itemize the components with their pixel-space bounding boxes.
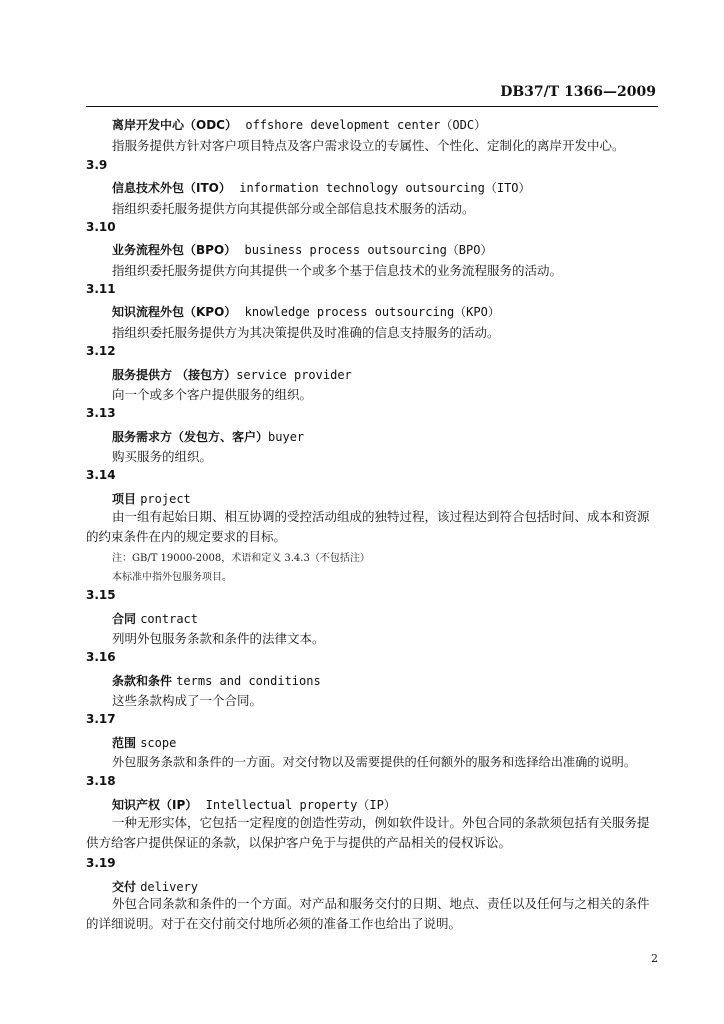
term-definition: 列明外包服务条款和条件的法律文本。 [112,631,325,646]
page-number: 2 [651,952,658,965]
term-definition: 购买服务的组织。 [112,449,213,464]
term-en: Intellectual property（IP） [205,798,396,812]
term-definition: 指组织委托服务提供方为其决策提供及时准确的信息支持服务的活动。 [112,325,500,340]
term-heading [112,241,492,258]
term-cn: 业务流程外包（BPO） [112,243,237,257]
term-heading [112,303,500,320]
entry-number: 3.19 [86,856,116,870]
term-heading [112,796,396,813]
term-cn: 合同 [112,612,137,626]
term-cn: 交付 [112,880,137,894]
term-heading [112,672,321,689]
entry-number: 3.12 [86,344,116,358]
term-en: business process outsourcing（BPO） [244,243,493,257]
entry-number: 3.17 [86,712,116,726]
term-heading [112,428,304,445]
term-en: project [140,492,191,506]
term-definition: 指服务提供方针对客户项目特点及客户需求设立的专属性、个性化、定制化的离岸开发中心。 [112,138,625,153]
term-definition: 指组织委托服务提供方向其提供一个或多个基于信息技术的业务流程服务的活动。 [112,263,563,278]
entry-number: 3.16 [86,650,116,664]
term-heading [112,366,352,383]
entry-number: 3.11 [86,282,116,296]
term-en: offshore development center（ODC） [245,118,487,132]
term-cn: 知识流程外包（KPO） [112,305,237,319]
term-cn: 服务需求方（发包方、客户） [112,430,269,444]
term-heading [112,116,486,133]
standard-code: DB37/T 1366—2009 [500,84,656,100]
term-definition: 这些条款构成了一个合同。 [112,693,263,708]
entry-number: 3.13 [86,406,116,420]
term-cn: 范围 [112,736,137,750]
term-cn: 知识产权（IP） [112,798,198,812]
term-heading [112,734,176,751]
entry-number: 3.15 [86,588,116,602]
entry-number: 3.18 [86,774,116,788]
entry-number: 3.9 [86,158,108,172]
term-definition: 由一组有起始日期、相互协调的受控活动组成的独特过程，该过程达到符合包括时间、成本和资源的约束条件在内的规定要求的目标。 [86,509,650,544]
term-definition: 外包合同条款和条件的一个方面。对产品和服务交付的日期、地点、责任以及任何与之相关的条件的详细说明。对于在交付前交付地所必须的准备工作也给出了说明。 [86,896,650,931]
term-en: information technology outsourcing（ITO） [239,181,531,195]
term-en: service provider [236,368,352,382]
term-definition: 外包服务条款和条件的一方面。对交付物以及需要提供的任何额外的服务和选择给出准确的说明。 [112,755,637,769]
term-definition: 一种无形实体，它包括一定程度的创造性劳动，例如软件设计。外包合同的条款须包括有关服务提供方给客户提供保证的条款，以保护客户免于与提供的产品相关的侵权诉讼。 [86,815,650,850]
term-en: contract [140,612,198,626]
term-en: knowledge process outsourcing（KPO） [244,305,500,319]
term-heading [112,490,191,507]
entry-number: 3.10 [86,220,116,234]
term-en: terms and conditions [176,674,321,688]
term-cn: 条款和条件 [112,674,173,688]
term-cn: 信息技术外包（ITO） [112,181,231,195]
term-heading [112,610,198,627]
header-rule [86,106,658,107]
term-heading [112,878,198,895]
term-en: scope [140,736,177,750]
entry-number: 3.14 [86,468,116,482]
term-en: buyer [268,430,305,444]
term-definition: 指组织委托服务提供方向其提供部分或全部信息技术服务的活动。 [112,201,475,216]
term-definition: 向一个或多个客户提供服务的组织。 [112,387,313,402]
term-en: delivery [140,880,198,894]
term-heading [112,179,531,196]
term-note: 本标准中指外包服务项目。 [112,572,232,583]
term-cn: 项目 [112,492,137,506]
term-cn: 离岸开发中心（ODC） [112,118,237,132]
term-note: 注：GB/T 19000-2008，术语和定义 3.4.3（不包括注） [112,553,370,564]
term-cn: 服务提供方 （接包方） [112,368,237,382]
